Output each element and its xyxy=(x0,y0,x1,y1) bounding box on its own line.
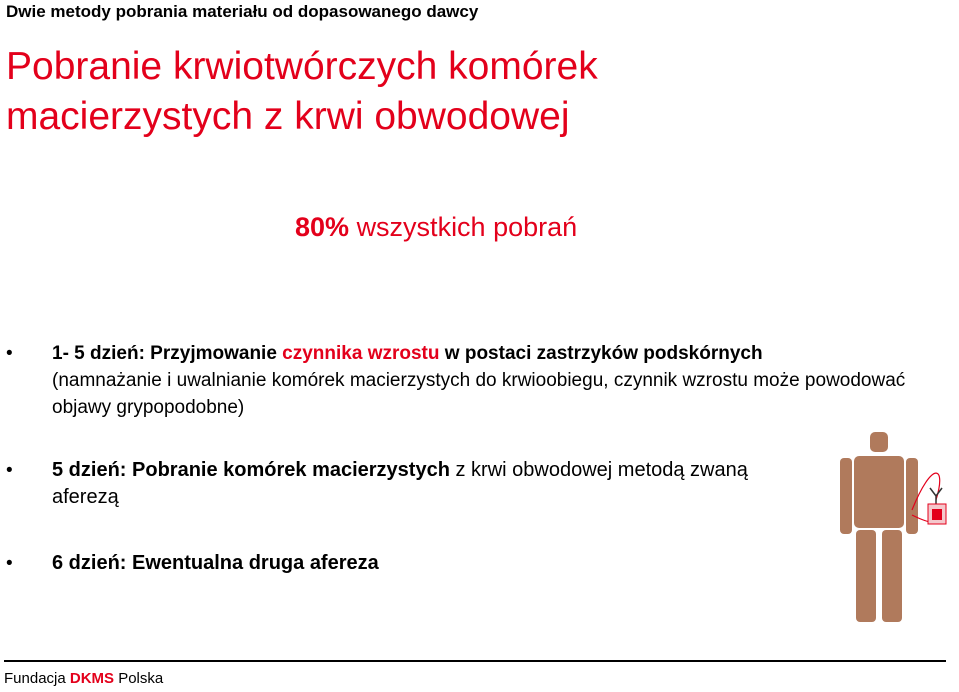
apheresis-bag-icon xyxy=(928,504,946,524)
bullet2-part2: z krwi obwodowej metodą zwaną aferezą xyxy=(52,459,748,508)
footer-divider xyxy=(4,660,946,662)
bullet-item-2 xyxy=(52,457,752,511)
bullet3-text: 6 dzień: Ewentualna druga afereza xyxy=(52,552,379,574)
bullet1-part3: w postaci zastrzyków podskórnych xyxy=(439,343,763,364)
footer-part1: Fundacja xyxy=(4,670,70,687)
bullet1-part2: czynnika wzrostu xyxy=(282,343,440,364)
slide-header: Dwie metody pobrania materiału od dopasowanego dawcy xyxy=(6,2,479,21)
title-line-2: macierzystych z krwi obwodowej xyxy=(6,95,570,138)
stat-text: wszystkich pobrań xyxy=(356,212,578,242)
footer-part2: Polska xyxy=(114,670,164,687)
bullet2-part1: 5 dzień: Pobranie komórek macierzystych xyxy=(52,459,450,481)
bullet-item-1 xyxy=(52,340,932,421)
slide-title xyxy=(6,42,598,142)
stat-line xyxy=(295,212,577,243)
bullet-item-3 xyxy=(52,550,752,577)
bullet1-part1: 1- 5 dzień: Przyjmowanie xyxy=(52,343,283,364)
footer-brand: DKMS xyxy=(69,670,115,687)
title-line-1: Pobranie krwiotwórczych komórek xyxy=(6,45,598,88)
stat-value: 80% xyxy=(295,212,350,242)
donor-figure-icon xyxy=(832,430,952,625)
footer xyxy=(4,670,163,687)
bullet1-part4: (namnażanie i uwalnianie komórek macierzystych do krwioobiegu, czynnik wzrostu może powodować objawy grypopodobne) xyxy=(52,370,906,418)
